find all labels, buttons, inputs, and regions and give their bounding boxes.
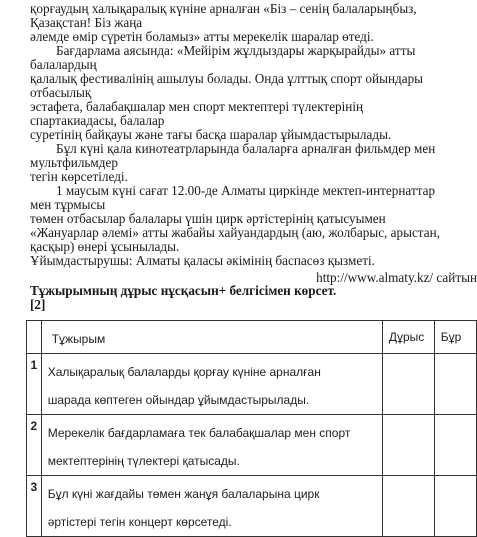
statement-cell: [41, 476, 382, 537]
text-line: тегін көрсетіледі.: [30, 169, 128, 184]
text-line: балалардың: [30, 57, 97, 72]
paragraph-circus: [30, 184, 477, 268]
text-line: Бағдарлама аясында: «Мейірім жұлдыздары жарқырайды» атты: [56, 43, 416, 58]
statement-cell: [41, 354, 382, 415]
statement-line: мектептерінің түлектері қатысады.: [47, 454, 240, 468]
header-number-cell: [27, 321, 42, 354]
text-line: әлемде өмір сүретін боламыз» атты мерекелік шаралар өтеді.: [30, 29, 374, 44]
header-incorrect: Бұр: [434, 321, 476, 354]
paragraph-cinema: [30, 142, 477, 184]
task-heading: [30, 284, 477, 312]
text-line: Қазақстан! Біз жаңа: [30, 15, 143, 30]
answer-cell-correct[interactable]: [382, 476, 434, 537]
header-statement: Тұжырым: [41, 321, 382, 354]
paragraph-program: [30, 44, 477, 142]
statement-line: әртістері тегін концерт көрсетеді.: [47, 515, 232, 529]
answer-cell-correct[interactable]: [382, 415, 434, 476]
text-line: мультфильмдер: [30, 155, 118, 170]
row-number: 2: [27, 415, 42, 476]
paragraph-intro: [30, 2, 477, 44]
text-line: отбасылық: [30, 85, 92, 100]
answer-cell-incorrect[interactable]: [434, 476, 476, 537]
text-line: Ұйымдастырушы: Алматы қаласы әкімінің баспасөз қызметі.: [30, 253, 375, 268]
answer-cell-incorrect[interactable]: [434, 354, 476, 415]
text-line: төмен отбасылар балалары үшін цирк әртістерінің қатысуымен: [30, 211, 386, 226]
statement-cell: [41, 415, 382, 476]
text-line: қорғаудың халықаралық күніне арналған «Біз – сенің балаларыңбыз,: [30, 1, 417, 16]
task-points: [2]: [30, 297, 46, 312]
statement-line: Бұл күні жағдайы төмен жанұя балаларына цирк: [47, 487, 320, 501]
text-line: мен тұрмысы: [30, 197, 106, 212]
table-row: [27, 476, 477, 537]
text-line: Бұл күні қала кинотеатрларында балаларға арналған фильмдер мен: [56, 141, 436, 156]
table-row: [27, 354, 477, 415]
table-header-row: [27, 321, 477, 354]
answer-cell-correct[interactable]: [382, 354, 434, 415]
text-line: қасқыр) өнері ұсынылады.: [30, 239, 180, 254]
text-line: 1 маусым күні сағат 12.00-де Алматы циркінде мектеп-интернаттар: [56, 183, 436, 198]
row-number: 3: [27, 476, 42, 537]
statement-line: шарада көптеген ойындар ұйымдастырылады.: [47, 393, 310, 407]
source-url: http://www.almaty.kz/ сайтын: [316, 270, 477, 285]
statement-line: Халықаралық балаларды қорғау күніне арналған: [47, 365, 321, 379]
statement-line: Мерекелік бағдарламаға тек балабақшалар мен спорт: [47, 426, 351, 440]
text-line: спартакиадасы, балалар: [30, 113, 165, 128]
row-number: 1: [27, 354, 42, 415]
text-line: суретінің байқауы және тағы басқа шаралар ұйымдастырылады.: [30, 127, 392, 142]
text-line: қалалық фестивалінің ашылуы болады. Онда ұлттық спорт ойындары: [30, 71, 424, 86]
task-title: Тұжырымның дұрыс нұсқасын+ белгісімен көрсет.: [30, 283, 337, 298]
text-line: «Жануарлар әлемі» атты жабайы хайуандардың (аю, жолбарыс, арыстан,: [30, 225, 440, 240]
answer-cell-incorrect[interactable]: [434, 415, 476, 476]
header-correct: Дұрыс: [382, 321, 434, 354]
text-line: эстафета, балабақшалар мен спорт мектептері түлектерінің: [30, 99, 364, 114]
table-row: [27, 415, 477, 476]
statements-table: [26, 320, 477, 537]
